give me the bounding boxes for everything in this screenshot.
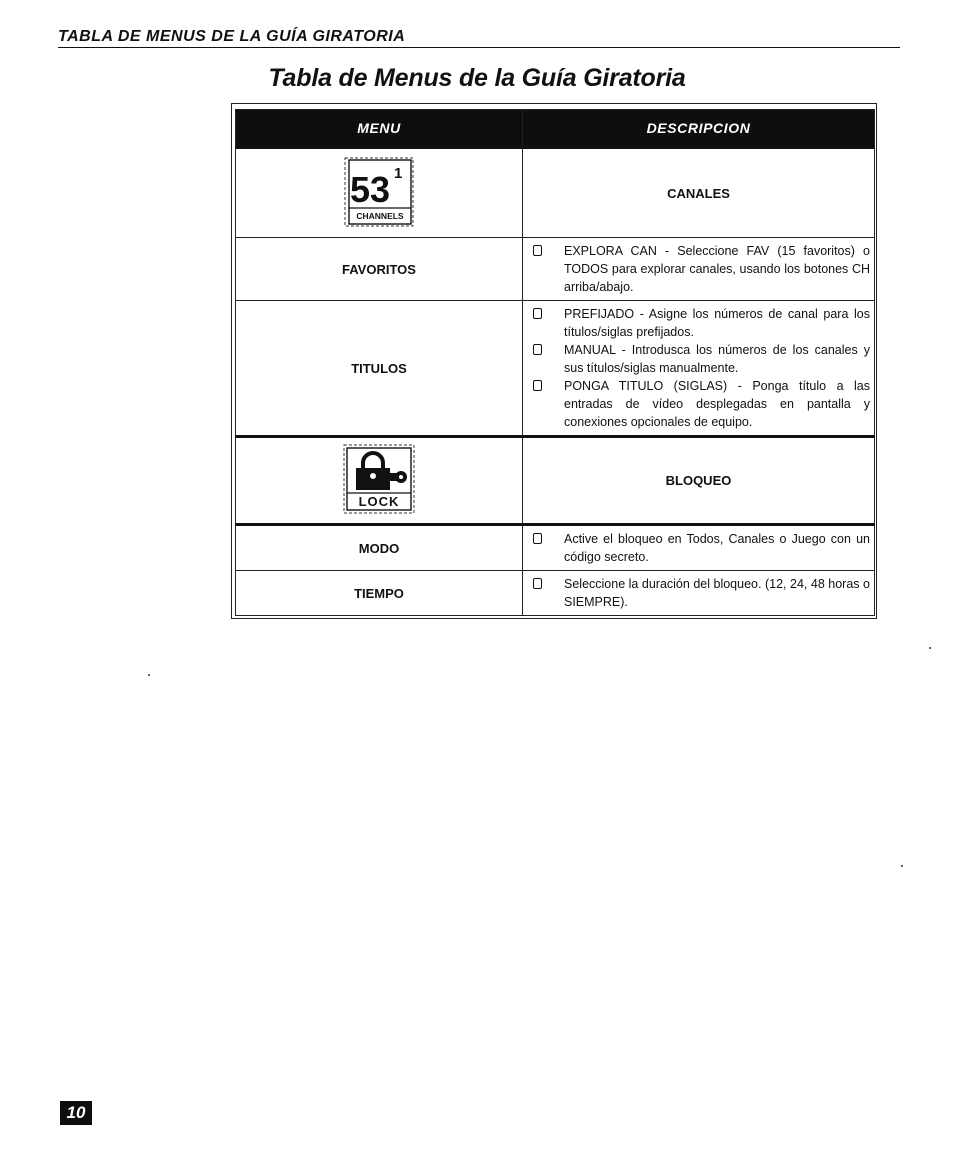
description-cell xyxy=(523,238,875,301)
table-row xyxy=(236,571,875,616)
menu-item-titulos: TITULOS xyxy=(236,301,523,437)
menu-table xyxy=(235,109,875,616)
checkbox-icon xyxy=(533,245,542,256)
checkbox-icon xyxy=(533,308,542,319)
table-row xyxy=(236,238,875,301)
bullet-item: Seleccione la duración del bloqueo. (12, 24, 48 horas o SIEMPRE). xyxy=(533,575,870,611)
bullet-item: Active el bloqueo en Todos, Canales o Juego con un código secreto. xyxy=(533,530,870,566)
table-row-channels xyxy=(236,148,875,238)
svg-text:LOCK: LOCK xyxy=(358,494,400,509)
bullet-item: EXPLORA CAN - Seleccione FAV (15 favoritos) o TODOS para explorar canales, usando los botones CH arriba/abajo. xyxy=(533,242,870,296)
description-cell xyxy=(523,571,875,616)
bullet-item: PREFIJADO - Asigne los números de canal para los títulos/siglas prefijados. xyxy=(533,305,870,341)
print-speck xyxy=(148,674,150,676)
section-label-lock: BLOQUEO xyxy=(523,437,875,525)
checkbox-icon xyxy=(533,380,542,391)
checkbox-icon xyxy=(533,578,542,589)
svg-text:53: 53 xyxy=(350,168,391,210)
svg-text:CHANNELS: CHANNELS xyxy=(356,210,404,221)
header-menu: MENU xyxy=(236,110,523,148)
print-speck xyxy=(901,865,903,867)
description-cell xyxy=(523,301,875,437)
menu-item-tiempo: TIEMPO xyxy=(236,571,523,616)
channels-icon xyxy=(343,156,415,231)
bullet-item: MANUAL - Introdusca los números de los canales y sus títulos/siglas manualmente. xyxy=(533,341,870,377)
checkbox-icon xyxy=(533,344,542,355)
lock-icon-cell xyxy=(236,437,523,525)
section-label-channels: CANALES xyxy=(523,148,875,238)
svg-text:1: 1 xyxy=(394,164,403,182)
lock-icon xyxy=(342,443,416,518)
bullet-item: PONGA TITULO (SIGLAS) - Ponga título a las entradas de vídeo desplegadas en pantalla y conexiones opcionales de equipo. xyxy=(533,377,870,431)
checkbox-icon xyxy=(533,533,542,544)
description-cell xyxy=(523,525,875,571)
menu-item-favoritos: FAVORITOS xyxy=(236,238,523,301)
print-speck xyxy=(929,647,931,649)
table-row-lock xyxy=(236,437,875,525)
page-title: Tabla de Menus de la Guía Giratoria xyxy=(268,64,686,92)
table-header-row xyxy=(236,110,875,148)
menu-item-modo: MODO xyxy=(236,525,523,571)
page-number: 10 xyxy=(60,1101,92,1125)
channels-icon-cell xyxy=(236,148,523,238)
header-description: DESCRIPCION xyxy=(523,110,875,148)
table-row xyxy=(236,525,875,571)
running-header: TABLA DE MENUS DE LA GUÍA GIRATORIA xyxy=(58,28,900,48)
table-row xyxy=(236,301,875,437)
